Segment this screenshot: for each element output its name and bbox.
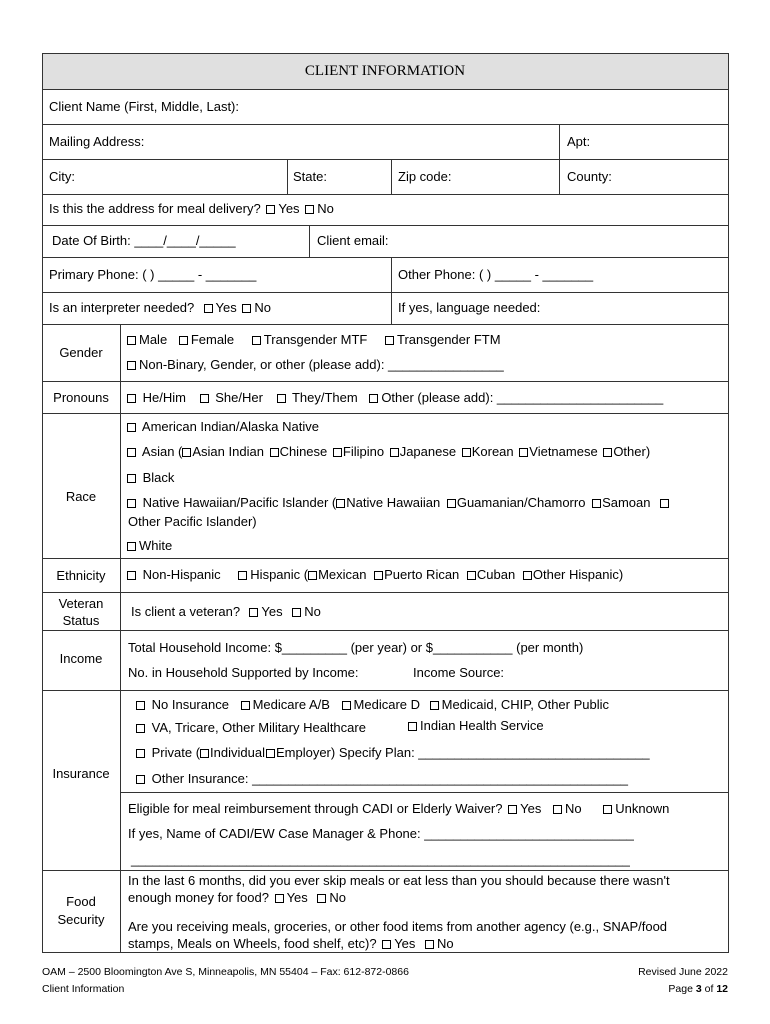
page-total: 12 bbox=[716, 983, 728, 995]
footer-address: OAM – 2500 Bloomington Ave S, Minneapolis, MN 55404 – Fax: 612-872-0866 bbox=[42, 966, 409, 978]
race-option: Korean bbox=[471, 444, 514, 459]
food-q1-line1: In the last 6 months, did you ever skip meals or eat less than you should because there wasn't bbox=[128, 873, 670, 888]
interpreter-row bbox=[49, 300, 271, 316]
rule bbox=[42, 630, 729, 631]
income-source: Income Source: bbox=[413, 665, 505, 680]
meal-delivery-row bbox=[49, 201, 334, 217]
no-label: No bbox=[437, 936, 454, 951]
rule bbox=[42, 53, 729, 54]
race-option: Chinese bbox=[279, 444, 328, 459]
email-label: Client email: bbox=[317, 233, 389, 248]
food-q1-text: enough money for food? bbox=[128, 890, 269, 905]
zip-label: Zip code: bbox=[398, 169, 452, 184]
pronoun-options-row bbox=[125, 390, 663, 406]
private-checkbox[interactable] bbox=[136, 749, 145, 758]
individual-checkbox[interactable] bbox=[200, 749, 209, 758]
asian-other-checkbox[interactable] bbox=[603, 448, 612, 457]
footer-section: Client Information bbox=[42, 983, 125, 995]
medicare-d-checkbox[interactable] bbox=[342, 701, 351, 710]
meal-delivery-no-checkbox[interactable] bbox=[305, 205, 314, 214]
rule bbox=[42, 952, 729, 953]
food-q2-text: stamps, Meals on Wheels, food shelf, etc)? bbox=[128, 936, 377, 951]
rule bbox=[559, 124, 560, 195]
meal-delivery-yes-checkbox[interactable] bbox=[266, 205, 275, 214]
other-pacific-checkbox[interactable] bbox=[660, 499, 669, 508]
rule bbox=[42, 292, 729, 293]
rule bbox=[120, 324, 121, 952]
insurance-option: Medicare A/B bbox=[252, 697, 330, 712]
food-q1-line2 bbox=[128, 890, 346, 906]
veteran-yes-checkbox[interactable] bbox=[249, 608, 258, 617]
race-asian-prefix: Asian ( bbox=[141, 444, 183, 459]
rule bbox=[391, 159, 392, 195]
insurance-option: Individual bbox=[210, 745, 265, 760]
ethnicity-option: Other Hispanic) bbox=[532, 567, 624, 582]
gender-option: Male bbox=[139, 332, 168, 347]
race-nhpi-other: Other Pacific Islander) bbox=[128, 514, 257, 529]
chinese-checkbox[interactable] bbox=[270, 448, 279, 457]
gender-other-checkbox[interactable] bbox=[127, 361, 136, 370]
pronoun-option: They/Them bbox=[291, 390, 358, 405]
puerto-rican-checkbox[interactable] bbox=[374, 571, 383, 580]
insurance-option: No Insurance bbox=[151, 697, 229, 712]
food-q2-line1: Are you receiving meals, groceries, or other food items from another agency (e.g., SNAP/food bbox=[128, 919, 668, 934]
language-label: If yes, language needed: bbox=[398, 300, 541, 315]
hispanic-checkbox[interactable] bbox=[238, 571, 247, 580]
rule bbox=[42, 194, 729, 195]
yes-label: Yes bbox=[394, 936, 416, 951]
insurance-row-2 bbox=[134, 720, 366, 736]
race-nhpi-checkbox[interactable] bbox=[127, 499, 136, 508]
cadi-manager: If yes, Name of CADI/EW Case Manager & Phone: _____________________________ bbox=[128, 826, 634, 841]
food-label-line: Food bbox=[66, 894, 96, 909]
rule bbox=[42, 124, 729, 125]
cadi-question: Eligible for meal reimbursement through CADI or Elderly Waiver? bbox=[128, 801, 503, 816]
samoan-checkbox[interactable] bbox=[592, 499, 601, 508]
race-option: Samoan bbox=[602, 495, 651, 510]
hispanic-prefix: Hispanic ( bbox=[250, 567, 309, 582]
page-prefix: Page bbox=[668, 983, 696, 995]
page-mid: of bbox=[701, 983, 717, 995]
pronoun-option: He/Him bbox=[142, 390, 186, 405]
no-label: No bbox=[304, 604, 321, 619]
race-option: Vietnamese bbox=[529, 444, 598, 459]
gender-ftm-checkbox[interactable] bbox=[385, 336, 394, 345]
apt-label: Apt: bbox=[567, 134, 591, 149]
race-asian-row bbox=[125, 444, 650, 460]
footer-revised: Revised June 2022 bbox=[638, 966, 728, 978]
insurance-option: Other Insurance: ____________________________________________________ bbox=[151, 771, 629, 786]
race-option: Guamanian/Chamorro bbox=[456, 495, 586, 510]
veteran-question: Is client a veteran? bbox=[131, 604, 241, 619]
yes-label: Yes bbox=[261, 604, 283, 619]
korean-checkbox[interactable] bbox=[462, 448, 471, 457]
race-option: White bbox=[139, 538, 173, 553]
insurance-row-1 bbox=[134, 697, 609, 713]
no-insurance-checkbox[interactable] bbox=[136, 701, 145, 710]
gender-options-row bbox=[125, 332, 501, 348]
interpreter-yes-checkbox[interactable] bbox=[204, 304, 213, 313]
ethnicity-option: Mexican bbox=[318, 567, 367, 582]
vietnamese-checkbox[interactable] bbox=[519, 448, 528, 457]
cadi-yes-checkbox[interactable] bbox=[508, 805, 517, 814]
yes-label: Yes bbox=[278, 201, 300, 216]
insurance-option: Indian Health Service bbox=[420, 718, 544, 733]
native-hawaiian-checkbox[interactable] bbox=[336, 499, 345, 508]
ihs-checkbox[interactable] bbox=[408, 722, 417, 731]
primary-phone-label: Primary Phone: ( ) _____ - _______ bbox=[49, 267, 257, 282]
mexican-checkbox[interactable] bbox=[308, 571, 317, 580]
veteran-label-line: Veteran bbox=[58, 596, 104, 611]
gender-option: Female bbox=[190, 332, 235, 347]
rule bbox=[309, 225, 310, 258]
pronoun-he-checkbox[interactable] bbox=[127, 394, 136, 403]
pronoun-she-checkbox[interactable] bbox=[200, 394, 209, 403]
race-nhpi-prefix: Native Hawaiian/Pacific Islander ( bbox=[142, 495, 337, 510]
rule bbox=[42, 159, 729, 160]
insurance-label: Insurance bbox=[52, 766, 110, 781]
gender-other-label: Non-Binary, Gender, or other (please add): ________________ bbox=[139, 357, 504, 372]
insurance-row-3 bbox=[134, 745, 650, 761]
ethnicity-label: Ethnicity bbox=[56, 568, 106, 583]
asian-indian-checkbox[interactable] bbox=[182, 448, 191, 457]
gender-female-checkbox[interactable] bbox=[179, 336, 188, 345]
cadi-unknown-checkbox[interactable] bbox=[603, 805, 612, 814]
page-number: 3 bbox=[695, 983, 702, 995]
gender-label: Gender bbox=[59, 345, 103, 360]
veteran-no-checkbox[interactable] bbox=[292, 608, 301, 617]
japanese-checkbox[interactable] bbox=[390, 448, 399, 457]
form-title: CLIENT INFORMATION bbox=[304, 63, 466, 79]
rule bbox=[42, 381, 729, 382]
race-option: Black bbox=[142, 470, 175, 485]
race-white-row bbox=[125, 538, 172, 554]
interpreter-question: Is an interpreter needed? bbox=[49, 300, 195, 315]
cadi-line: _____________________________________________________________________ bbox=[131, 852, 630, 867]
rule bbox=[391, 257, 392, 325]
state-label: State: bbox=[293, 169, 327, 184]
cuban-checkbox[interactable] bbox=[467, 571, 476, 580]
food-q2-line2 bbox=[128, 936, 454, 952]
race-option: Filipino bbox=[342, 444, 385, 459]
yes-label: Yes bbox=[520, 801, 542, 816]
pronoun-other-checkbox[interactable] bbox=[369, 394, 378, 403]
ethnicity-row bbox=[125, 567, 623, 583]
ethnicity-option: Puerto Rican bbox=[384, 567, 460, 582]
cadi-no-checkbox[interactable] bbox=[553, 805, 562, 814]
rule bbox=[287, 159, 288, 195]
non-hispanic-checkbox[interactable] bbox=[127, 571, 136, 580]
race-asian-checkbox[interactable] bbox=[127, 448, 136, 457]
race-nhpi-row bbox=[125, 495, 672, 511]
rule bbox=[120, 792, 729, 793]
rule bbox=[42, 558, 729, 559]
pronoun-other-label: Other (please add): _______________________ bbox=[381, 390, 664, 405]
no-label: No bbox=[317, 201, 334, 216]
cadi-row bbox=[128, 801, 669, 817]
private-prefix: Private ( bbox=[151, 745, 201, 760]
yes-label: Yes bbox=[215, 300, 237, 315]
border-right bbox=[728, 53, 729, 952]
gender-option: Transgender FTM bbox=[396, 332, 501, 347]
mailing-address-label: Mailing Address: bbox=[49, 134, 145, 149]
rule bbox=[42, 257, 729, 258]
gender-male-checkbox[interactable] bbox=[127, 336, 136, 345]
interpreter-no-checkbox[interactable] bbox=[242, 304, 251, 313]
insurance-option: Employer) Specify Plan: ________________________________ bbox=[275, 745, 650, 760]
income-total: Total Household Income: $_________ (per year) or $___________ (per month) bbox=[128, 640, 584, 655]
race-label: Race bbox=[65, 489, 97, 504]
employer-checkbox[interactable] bbox=[266, 749, 275, 758]
race-option: Japanese bbox=[399, 444, 457, 459]
veteran-row bbox=[131, 604, 321, 620]
race-american-indian-checkbox[interactable] bbox=[127, 423, 136, 432]
va-checkbox[interactable] bbox=[136, 724, 145, 733]
ethnicity-option: Non-Hispanic bbox=[142, 567, 221, 582]
ethnicity-option: Cuban bbox=[476, 567, 516, 582]
food-q2-yes-checkbox[interactable] bbox=[382, 940, 391, 949]
guamanian-checkbox[interactable] bbox=[447, 499, 456, 508]
rule bbox=[42, 870, 729, 871]
food-q1-no-checkbox[interactable] bbox=[317, 894, 326, 903]
rule bbox=[42, 413, 729, 414]
filipino-checkbox[interactable] bbox=[333, 448, 342, 457]
dob-label: Date Of Birth: ____/____/_____ bbox=[52, 233, 236, 248]
no-label: No bbox=[329, 890, 347, 905]
insurance-option: Medicare D bbox=[353, 697, 420, 712]
gender-other-row bbox=[125, 357, 504, 373]
pronoun-option: She/Her bbox=[215, 390, 263, 405]
race-row bbox=[125, 419, 319, 435]
city-label: City: bbox=[49, 169, 75, 184]
race-black-row bbox=[125, 470, 174, 486]
other-phone-label: Other Phone: ( ) _____ - _______ bbox=[398, 267, 594, 282]
medicaid-checkbox[interactable] bbox=[430, 701, 439, 710]
rule bbox=[42, 225, 729, 226]
client-name-label: Client Name (First, Middle, Last): bbox=[49, 99, 239, 114]
pronouns-label: Pronouns bbox=[53, 390, 109, 405]
pronoun-they-checkbox[interactable] bbox=[277, 394, 286, 403]
race-option: Native Hawaiian bbox=[346, 495, 441, 510]
unknown-label: Unknown bbox=[615, 801, 670, 816]
no-label: No bbox=[564, 801, 582, 816]
other-hispanic-checkbox[interactable] bbox=[523, 571, 532, 580]
income-household: No. in Household Supported by Income: bbox=[128, 665, 359, 680]
rule bbox=[42, 324, 729, 325]
rule bbox=[42, 690, 729, 691]
race-black-checkbox[interactable] bbox=[127, 474, 136, 483]
veteran-label bbox=[42, 595, 120, 629]
ihs-row bbox=[406, 718, 544, 734]
race-option: Other) bbox=[613, 444, 651, 459]
food-security-label bbox=[42, 893, 120, 929]
insurance-option: VA, Tricare, Other Military Healthcare bbox=[151, 720, 366, 735]
no-label: No bbox=[254, 300, 271, 315]
food-label-line: Security bbox=[57, 912, 105, 927]
other-insurance-checkbox[interactable] bbox=[136, 775, 145, 784]
rule bbox=[42, 89, 729, 90]
yes-label: Yes bbox=[286, 890, 308, 905]
income-label: Income bbox=[59, 651, 103, 666]
rule bbox=[42, 592, 729, 593]
veteran-label-line: Status bbox=[62, 613, 100, 628]
food-q1-yes-checkbox[interactable] bbox=[275, 894, 284, 903]
footer-page bbox=[668, 983, 728, 996]
county-label: County: bbox=[567, 169, 612, 184]
race-option: American Indian/Alaska Native bbox=[141, 419, 319, 434]
meal-delivery-question: Is this the address for meal delivery? bbox=[49, 201, 261, 216]
race-white-checkbox[interactable] bbox=[127, 542, 136, 551]
insurance-row-4 bbox=[134, 771, 628, 787]
gender-mtf-checkbox[interactable] bbox=[252, 336, 261, 345]
medicare-ab-checkbox[interactable] bbox=[241, 701, 250, 710]
race-option: Asian Indian bbox=[192, 444, 264, 459]
food-q2-no-checkbox[interactable] bbox=[425, 940, 434, 949]
insurance-option: Medicaid, CHIP, Other Public bbox=[441, 697, 610, 712]
gender-option: Transgender MTF bbox=[263, 332, 368, 347]
